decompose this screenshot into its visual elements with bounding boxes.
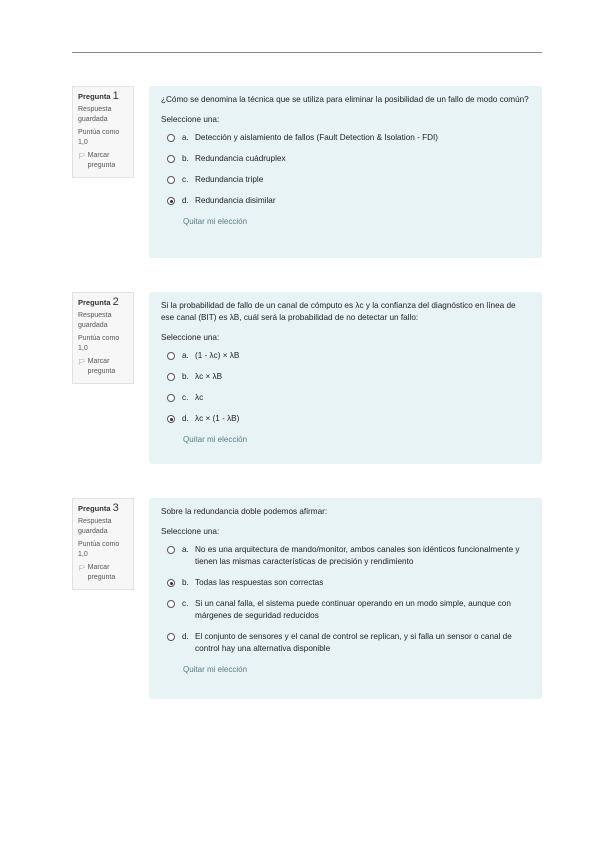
answer-option-d[interactable]: d. El conjunto de sensores y el canal de control se replican, y si falla un sensor o canal de control hay una alternativa disponible [167, 631, 530, 655]
answer-option-d[interactable]: d. λc × (1 - λB) [167, 413, 530, 425]
flag-question-link[interactable]: 🏳 Marcar pregunta [78, 152, 116, 169]
radio-button-selected[interactable] [167, 197, 175, 205]
radio-button[interactable] [167, 352, 175, 360]
answer-prompt: Seleccione una: [161, 115, 220, 124]
radio-button[interactable] [167, 155, 175, 163]
flag-question-link[interactable]: 🏳 Marcar pregunta [78, 358, 116, 375]
answer-option-d[interactable]: d. Redundancia disimilar [167, 195, 530, 207]
answer-prompt: Seleccione una: [161, 333, 220, 342]
flag-icon: 🏳 [78, 154, 86, 160]
question-content [149, 86, 542, 258]
answer-option-b[interactable]: b. Redundancia cuádruplex [167, 153, 530, 165]
question-number: Pregunta 1 [78, 90, 119, 102]
question-text: ¿Cómo se denomina la técnica que se utiliza para eliminar la posibilidad de un fallo de modo común? [161, 95, 529, 104]
radio-button[interactable] [167, 134, 175, 142]
question-status: Respuesta guardada [78, 106, 112, 123]
answer-option-a[interactable]: a. Detección y aislamiento de fallos (Fault Detection & Isolation - FDI) [167, 132, 530, 144]
answer-option-a[interactable]: a. (1 - λc) × λB [167, 350, 530, 362]
question-score: Puntúa como 1,0 [78, 541, 120, 558]
radio-button[interactable] [167, 546, 175, 554]
top-divider [72, 52, 542, 53]
question-info [72, 292, 134, 384]
answer-option-b[interactable]: b. λc × λB [167, 371, 530, 383]
clear-choice-link[interactable]: Quitar mi elección [183, 217, 248, 226]
answer-option-c[interactable]: c. λc [167, 392, 530, 404]
radio-button[interactable] [167, 633, 175, 641]
question-content [149, 292, 542, 464]
radio-button[interactable] [167, 600, 175, 608]
question-info [72, 86, 134, 178]
question-status: Respuesta guardada [78, 518, 112, 535]
flag-icon: 🏳 [78, 360, 86, 366]
radio-button-selected[interactable] [167, 415, 175, 423]
question-number: Pregunta 2 [78, 296, 119, 308]
flag-icon: 🏳 [78, 566, 86, 572]
flag-question-link[interactable]: 🏳 Marcar pregunta [78, 564, 116, 581]
answer-prompt: Seleccione una: [161, 527, 220, 536]
question-text: Sobre la redundancia doble podemos afirmar: [161, 507, 328, 516]
radio-button[interactable] [167, 176, 175, 184]
answer-option-c[interactable]: c. Si un canal falla, el sistema puede continuar operando en un modo simple, aunque con márgenes de seguridad reducidos [167, 598, 530, 622]
answer-option-b[interactable]: b. Todas las respuestas son correctas [167, 577, 530, 589]
answer-option-c[interactable]: c. Redundancia triple [167, 174, 530, 186]
question-text: Si la probabilidad de fallo de un canal de cómputo es λc y la confianza del diagnóstico en línea de ese canal (BIT) es λB, cuál será la probabilidad de no detectar un fallo: [161, 301, 516, 322]
clear-choice-link[interactable]: Quitar mi elección [183, 435, 248, 444]
clear-choice-link[interactable]: Quitar mi elección [183, 665, 248, 674]
question-status: Respuesta guardada [78, 312, 112, 329]
answer-option-a[interactable]: a. No es una arquitectura de mando/monitor, ambos canales son idénticos funcionalmente y tienen las mismas características de precisión y rendimiento [167, 544, 530, 568]
question-score: Puntúa como 1,0 [78, 335, 120, 352]
question-score: Puntúa como 1,0 [78, 129, 120, 146]
question-content [149, 498, 542, 699]
question-number: Pregunta 3 [78, 502, 119, 514]
radio-button[interactable] [167, 373, 175, 381]
radio-button-selected[interactable] [167, 579, 175, 587]
radio-button[interactable] [167, 394, 175, 402]
question-info [72, 498, 134, 590]
